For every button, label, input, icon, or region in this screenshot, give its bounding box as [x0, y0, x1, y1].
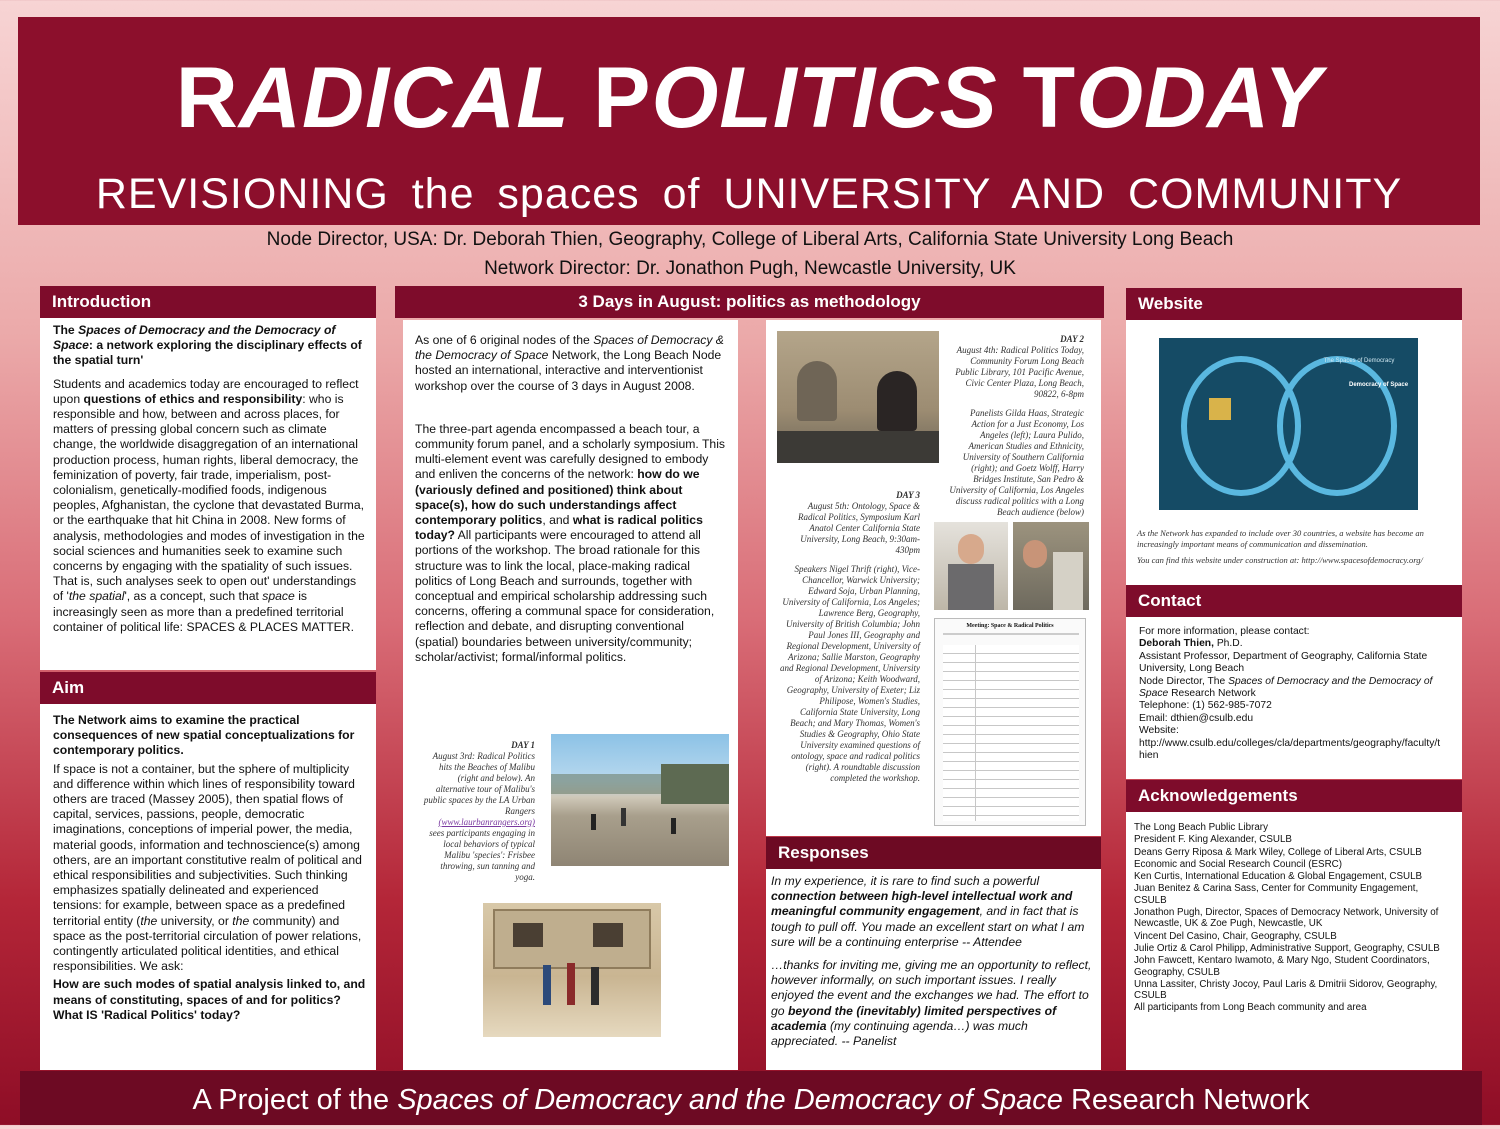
website-panel	[1126, 288, 1462, 585]
aim-panel	[40, 672, 376, 1070]
speaker-photo	[934, 522, 1008, 610]
beach-photo	[551, 734, 729, 866]
introduction-heading: Introduction	[40, 286, 376, 318]
aim-question: How are such modes of spatial analysis linked to, and means of constituting, spaces of and for politics? What IS 'Radical Politics' today?	[53, 977, 366, 1022]
intro-lead: The Spaces of Democracy and the Democracy of Space: a network exploring the disciplinary effects of the spatial turn'	[53, 323, 362, 368]
acknowledgements-panel	[1126, 780, 1462, 1070]
list-item: John Fawcett, Kentaro Iwamoto, & Mary Ngo, Student Coordinators, Geography, CSULB	[1134, 955, 1430, 978]
introduction-panel	[40, 286, 376, 670]
list-item: Economic and Social Research Council (ESRC)	[1134, 858, 1342, 870]
aim-body: If space is not a container, but the sphere of multiplicity and difference within which lines of responsibility toward others are traced (Massey 2005), then spatial flows of capital, services, passions, people, democratic imaginations, conceptions of imperial power, the media, material goods, information and technoscience(s) among others, are an important constitutive realm of political and ethical responsibilities and subjectivities. Such thinking emphasizes spatially delineated and experienced tensions: for example, between space as a predefined territorial entity (the university, or the community) and space as the post-territorial circulation of power relations, contingently articulated political identities, and ethical responsibilities. We ask:	[53, 761, 362, 974]
poster-title: RADICAL POLITICS TODAY	[175, 50, 1323, 146]
contact-phone: Telephone: (1) 562-985-7072	[1139, 700, 1272, 712]
aim-lead: The Network aims to examine the practical consequences of new spatial conceptualizations for contemporary politics.	[53, 713, 355, 758]
acknowledgements-heading: Acknowledgements	[1126, 780, 1462, 812]
aim-heading: Aim	[40, 672, 376, 704]
yoga-photo	[483, 903, 661, 1037]
community-forum-photo	[777, 331, 939, 463]
contact-panel: Contact For more information, please contact: Deborah Thien, Ph.D. Assistant Professor, Department of Geography, California State University, Long Beach Node Director, The Spaces of Democracy and the Democracy of Space Research Network Telephone: (1) 562-985-7072 Email: dthien@csulb.edu Website: http://www.csulb.edu/colleges/cla/departments/geography/faculty/thien	[1126, 585, 1462, 779]
acknowledgements-list	[1134, 822, 1450, 1015]
node-director: Node Director, USA: Dr. Deborah Thien, Geography, College of Liberal Arts, California State University Long Beach	[266, 229, 1234, 250]
contact-email[interactable]: Email: dthien@csulb.edu	[1139, 712, 1254, 724]
list-item: All participants from Long Beach community and area	[1134, 1002, 1367, 1014]
symposium-photo	[1013, 522, 1089, 610]
day2-caption: DAY 2 August 4th: Radical Politics Today, Community Forum Long Beach Public Library, 101 Pacific Avenue, Civic Center Plaza, Long Beach, 90822, 6-8pm Panelists Gilda Haas, Strategic Action for a Just Economy, Los Angeles (left); Laura Pulido, American Studies and Ethnicity, University of Southern California (right); and Goetz Wolff, Harry Bridges Institute, San Pedro & University of California, Los Angeles discuss radical politics with a Long Beach audience (below)	[949, 334, 1084, 517]
title-banner	[18, 17, 1480, 225]
list-item: Jonathon Pugh, Director, Spaces of Democracy Network, University of Newcastle, UK & Zoe Pugh, Newcastle, UK	[1134, 907, 1439, 930]
list-item: President F. King Alexander, CSULB	[1134, 834, 1292, 846]
intro-body: Students and academics today are encouraged to reflect upon questions of ethics and responsibility: who is responsible and how, between and across places, for matters of pressing global concern such as climate change, the worldwide disaggregation of an international production process, human rights, liberal democracy, the feminization of poverty, fair trade, imperialism, post-colonialism, genetically-modified foods, indigenous peoples, Afghanistan, the cyclone that devastated Burma, or the earthquake that hit China in 2008. New forms of analysis, methodologies and modes of investigation in the social sciences and humanities seek to examine such concerns by engaging with the spatiality of such issues. That is, such analyses seek to open out' understandings of 'the spatial', as a concept, such that space is increasingly seen as more than a predefined territorial container of political life: SPACES & PLACES MATTER.	[53, 376, 365, 634]
list-item: Vincent Del Casino, Chair, Geography, CSULB	[1134, 930, 1337, 942]
response-panelist: …thanks for inviting me, giving me an opportunity to reflect, however informally, on such important issues. I really enjoyed the event and the exchanges we had. The effort to go beyond the (inevitably) limited perspectives of academia (my continuing agenda…) was much appreciated. -- Panelist	[771, 958, 1092, 1049]
day1-caption: DAY 1 August 3rd: Radical Politics hits the Beaches of Malibu (right and below). An alternative tour of Malibu's public spaces by the LA Urban Rangers (www.laurbanrangers.org) sees participants engaging in local behaviors of typical Malibu 'species': Frisbee throwing, sun tanning and yoga.	[423, 740, 535, 882]
list-item: The Long Beach Public Library	[1134, 822, 1268, 833]
responses-heading: Responses	[766, 837, 1101, 869]
website-caption: As the Network has expanded to include over 30 countries, a website has become an increasingly important means of communication and dissemination. You can find this website under construction at: http://www.spacesofdemocracy.org/	[1137, 528, 1424, 565]
days-photos-panel	[766, 320, 1101, 836]
days-intro: As one of 6 original nodes of the Spaces of Democracy & the Democracy of Space Network, the Long Beach Node hosted an international, interactive and interventionist workshop over the course of 3 days in August 2008.	[415, 333, 724, 393]
footer-banner: A Project of the Spaces of Democracy and the Democracy of Space Research Network	[20, 1071, 1482, 1125]
days-heading: 3 Days in August: politics as methodology	[395, 286, 1104, 318]
day3-caption: DAY 3 August 5th: Ontology, Space & Radical Politics, Symposium Karl Anatol Center California State University, Long Beach, 9:30am-430pm Speakers Nigel Thrift (right), Vice-Chancellor, Warwick University; Edward Soja, Urban Planning, University of California, Los Angeles; Lawrence Berg, Geography, University of British Columbia; John Paul Jones III, Geography and Regional Development, University of Arizona; Sallie Marston, Geography and Regional Development, University of Arizona; Keith Woodward, Geography, University of Exeter; Liz Philipose, Women's Studies, California State University, Long Beach; and Mary Thomas, Women's Studies & Geography, Ohio State University examined questions of ontology, space and radical politics (right). A roundtable discussion completed the workshop.	[780, 490, 920, 783]
poster-subtitle: REVISIONING the spaces of UNIVERSITY AND COMMUNITY	[95, 170, 1403, 218]
website-screenshot: The Spaces of Democracy Democracy of Space	[1159, 338, 1418, 510]
list-item: Deans Gerry Riposa & Mark Wiley, College of Liberal Arts, CSULB	[1134, 846, 1422, 858]
days-text-panel	[403, 320, 738, 1070]
responses-panel	[766, 837, 1101, 1070]
website-heading: Website	[1126, 288, 1462, 320]
list-item: Juan Benitez & Carina Sass, Center for Community Engagement, CSULB	[1134, 883, 1419, 906]
list-item: Ken Curtis, International Education & Global Engagement, CSULB	[1134, 871, 1423, 883]
days-agenda: The three-part agenda encompassed a beach tour, a community forum panel, and a scholarly symposium. This multi-element event was carefully designed to embody and enliven the concerns of the network: how do we (variously defined and positioned) think about space(s), how do such understandings affect contemporary politics, and what is radical politics today? All participants were encouraged to attend all portions of the workshop. The broad rationale for this structure was to link the local, place-making radical politics of Long Beach and surrounds, together with conceptual and empirical scholarship addressing such concerns, offering a communal space for consideration, reflection and debate, and disrupting conventional (spatial) boundaries between university/community; scholar/activist; formal/informal politics.	[415, 421, 726, 664]
program-document: Meeting: Space & Radical Politics	[934, 618, 1086, 826]
list-item: Unna Lassiter, Christy Jocoy, Paul Laris & Dmitrii Sidorov, Geography, CSULB	[1134, 978, 1438, 1002]
contact-heading: Contact	[1126, 585, 1462, 617]
list-item: Julie Ortiz & Carol Philipp, Administrative Support, Geography, CSULB	[1134, 942, 1440, 954]
response-attendee: In my experience, it is rare to find such a powerful connection between high-level intellectual work and meaningful community engagement, and in fact that is tough to pull off. You made an excellent start on what I am sure will be a continuing enterprise -- Attendee	[771, 874, 1085, 949]
contact-web-url[interactable]: http://www.csulb.edu/colleges/cla/departments/geography/faculty/thien	[1139, 737, 1441, 762]
network-director: Network Director: Dr. Jonathon Pugh, Newcastle University, UK	[484, 258, 1016, 279]
